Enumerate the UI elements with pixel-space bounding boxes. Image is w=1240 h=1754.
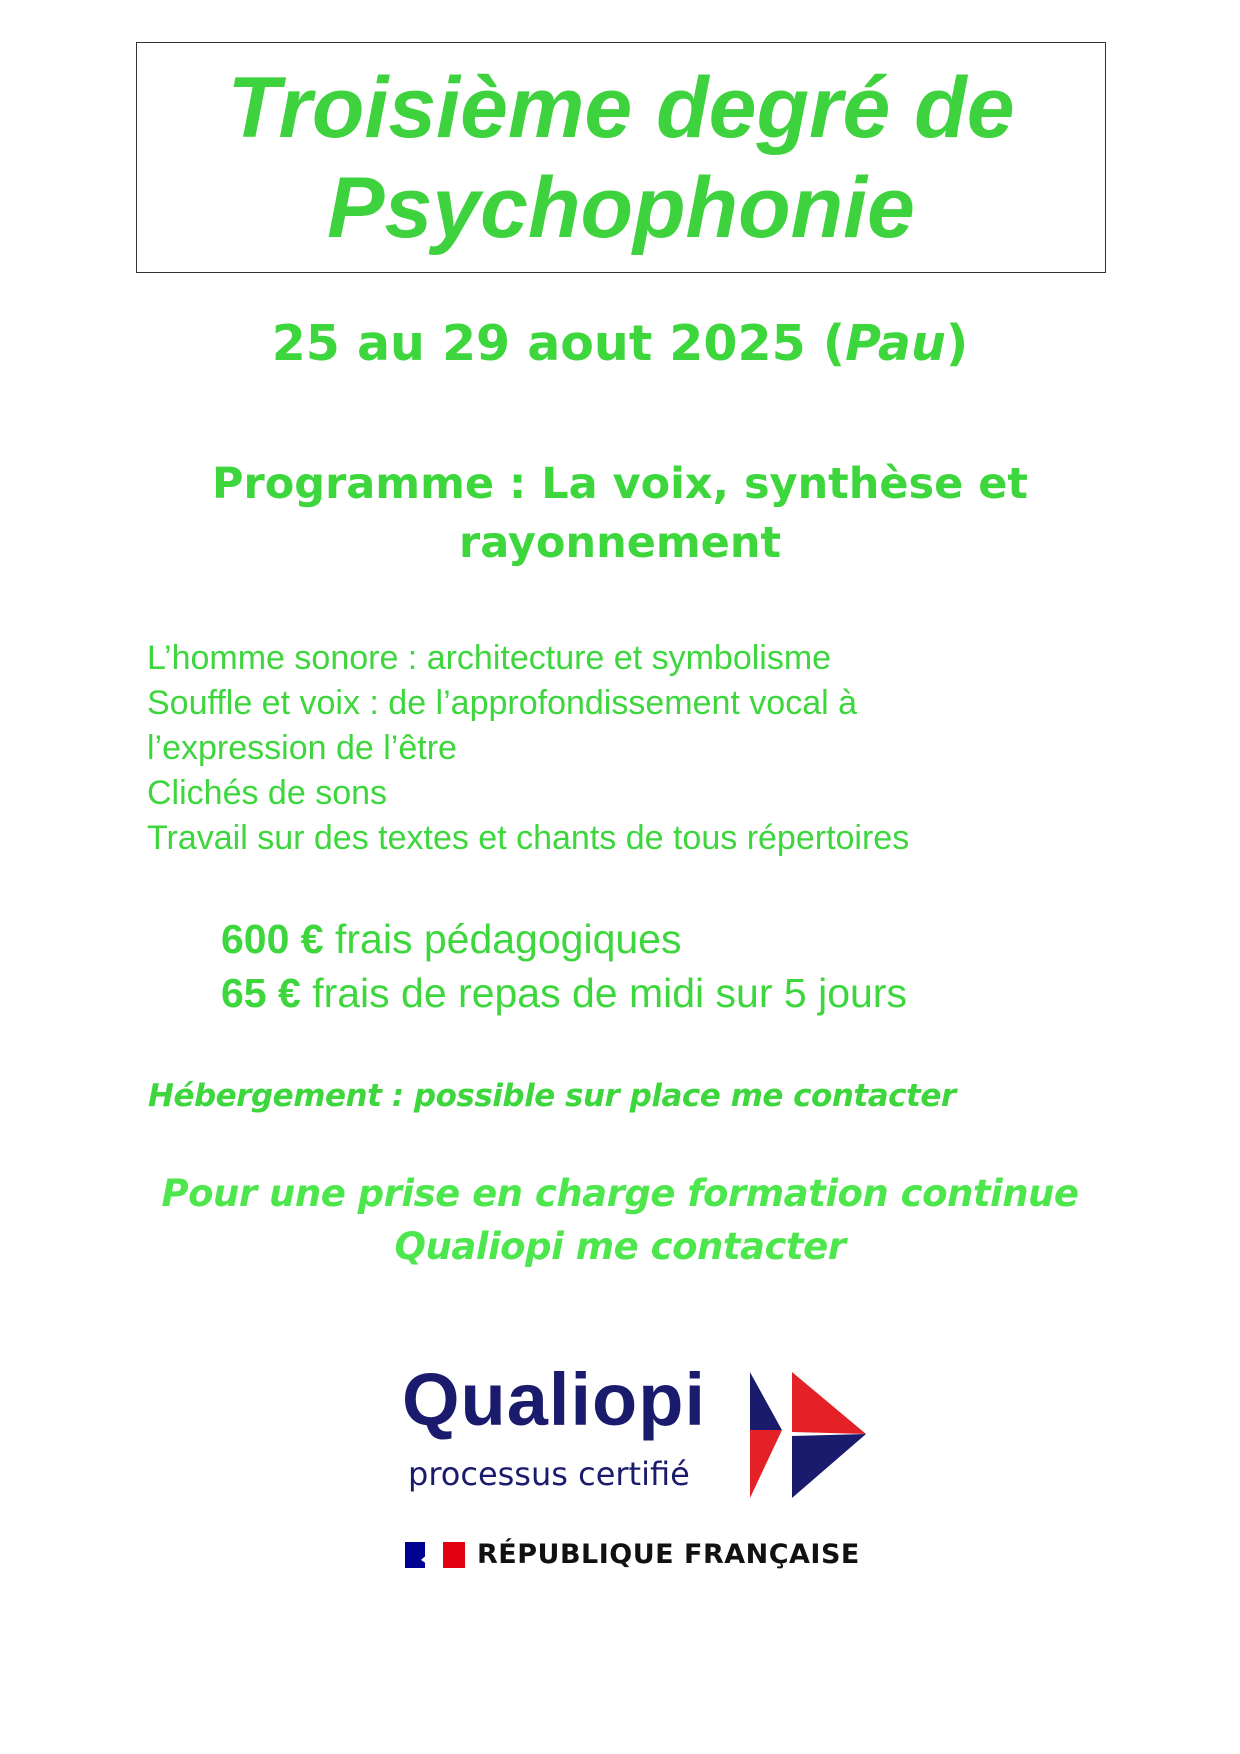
- event-dates: [0, 312, 1240, 376]
- program-heading: [120, 455, 1120, 573]
- funding-line-1: Pour une prise en charge formation continue: [161, 1172, 1079, 1215]
- topic-item: Clichés de sons: [147, 774, 388, 812]
- title-line-2: Psychophonie: [327, 159, 915, 256]
- lodging-note: Hébergement : possible sur place me contacter: [148, 1078, 956, 1114]
- topic-item: Travail sur des textes et chants de tous répertoires: [147, 819, 910, 857]
- funding-note: [100, 1167, 1140, 1273]
- fee-label: frais de repas de midi sur 5 jours: [300, 970, 907, 1016]
- fee-amount: 65 €: [221, 970, 301, 1016]
- qualiopi-logo: [400, 1358, 880, 1510]
- qualiopi-wordmark: Qualiopi: [402, 1358, 706, 1441]
- fee-item: [221, 912, 1121, 966]
- topic-item: l’expression de l’être: [147, 729, 457, 767]
- title-line-1: Troisième degré de: [227, 59, 1015, 156]
- fee-amount: 600 €: [221, 916, 324, 962]
- fee-item: [221, 966, 1121, 1020]
- topic-item: L’homme sonore : architecture et symbolisme: [147, 639, 832, 677]
- republique-text: RÉPUBLIQUE FRANÇAISE: [477, 1539, 860, 1570]
- qualiopi-subtitle: processus certifié: [408, 1455, 690, 1493]
- program-line-1: Programme : La voix, synthèse et: [212, 459, 1028, 509]
- dates-close: ): [945, 315, 969, 372]
- french-flag-icon: [405, 1542, 465, 1568]
- topics-list: [147, 636, 1147, 861]
- funding-line-2: Qualiopi me contacter: [394, 1225, 846, 1268]
- fees-list: [221, 912, 1121, 1020]
- qualiopi-arrows-icon: [748, 1370, 868, 1500]
- fee-label: frais pédagogiques: [323, 916, 682, 962]
- program-line-2: rayonnement: [459, 518, 781, 568]
- dates-city: Pau: [845, 315, 946, 372]
- topic-item: Souffle et voix : de l’approfondissement vocal à: [147, 684, 858, 722]
- title-box: [136, 42, 1106, 273]
- dates-text: 25 au 29 aout 2025 (: [271, 315, 846, 372]
- republique-francaise: [405, 1535, 860, 1575]
